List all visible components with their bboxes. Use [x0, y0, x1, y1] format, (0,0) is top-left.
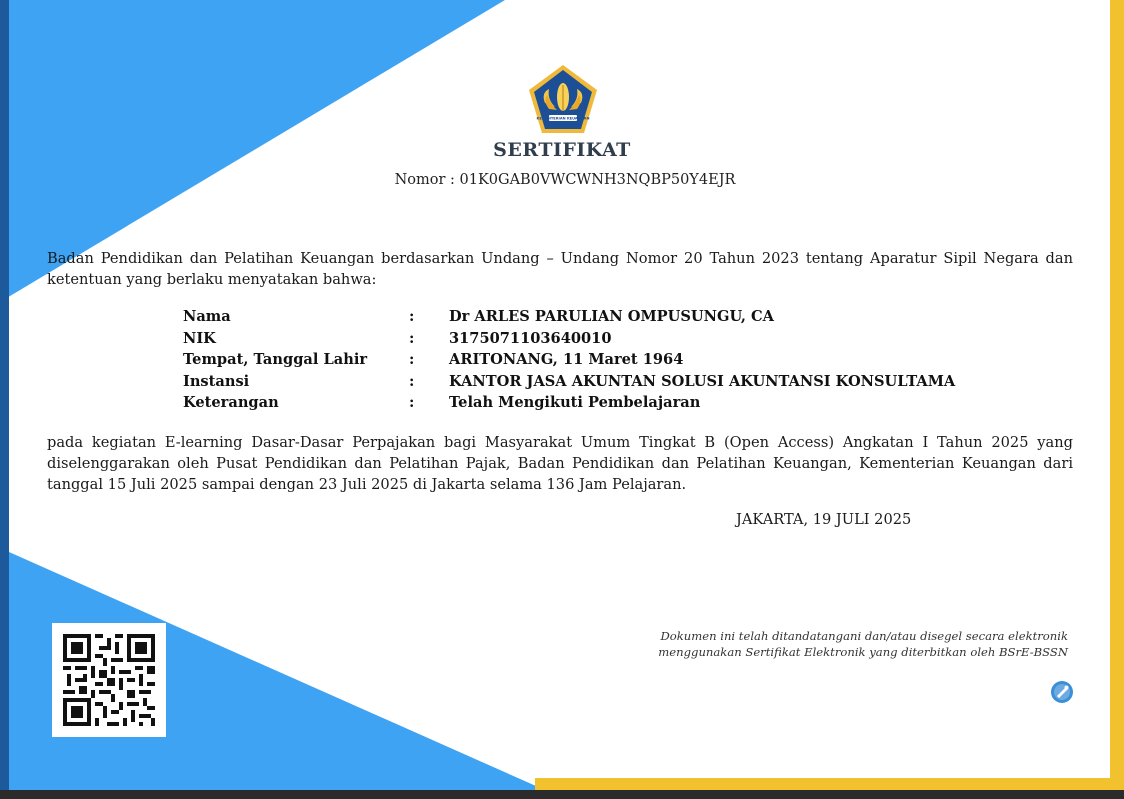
- field-label: Nama: [183, 308, 231, 325]
- kemenkeu-emblem-icon: [527, 63, 599, 137]
- svg-text:KEMENTERIAN KEUANGAN: KEMENTERIAN KEUANGAN: [536, 116, 590, 121]
- certificate-title: SERTIFIKAT: [493, 139, 631, 161]
- qr-code-icon: [63, 634, 155, 726]
- field-value: 3175071103640010: [449, 329, 612, 347]
- body-paragraph: pada kegiatan E-learning Dasar-Dasar Perpajakan bagi Masyarakat Umum Tingkat B (Open Access) Angkatan I Tahun 2025 yang diselenggarakan oleh Pusat Pendidikan dan Pelatihan Pajak, Badan Pendidikan dan Pelatihan Keuangan, Kementerian Keuangan dari tanggal 15 Juli 2025 sampai dengan 23 Juli 2025 di Jakarta selama 136 Jam Pelajaran.: [47, 434, 1073, 493]
- field-label: NIK: [183, 329, 216, 347]
- field-row: [183, 349, 955, 371]
- field-value: KANTOR JASA AKUNTAN SOLUSI AKUNTANSI KONSULTAMA: [449, 372, 956, 390]
- bsre-seal-icon: [1050, 680, 1074, 704]
- field-separator: :: [409, 351, 415, 368]
- field-label: Tempat, Tanggal Lahir: [183, 351, 368, 368]
- certificate-number: Nomor : 01K0GAB0VWCWNH3NQBP50Y4EJR: [394, 172, 736, 188]
- field-separator: :: [409, 308, 415, 325]
- field-label: Keterangan: [183, 394, 279, 411]
- esign-line-2: menggunakan Sertifikat Elektronik yang diterbitkan oleh BSrE-BSSN: [658, 645, 1068, 659]
- field-value: ARITONANG, 11 Maret 1964: [449, 351, 684, 368]
- qr-code[interactable]: [52, 623, 166, 737]
- field-row: [183, 392, 955, 414]
- field-value: Dr ARLES PARULIAN OMPUSUNGU, CA: [449, 308, 774, 325]
- field-value: Telah Mengikuti Pembelajaran: [449, 394, 701, 411]
- esign-line-1: Dokumen ini telah ditandatangani dan/atau disegel secara elektronik: [660, 629, 1068, 643]
- field-separator: :: [409, 372, 415, 390]
- electronic-signature-note: [560, 628, 1068, 660]
- recipient-details: [183, 306, 955, 414]
- viewer-bottom-edge: [0, 790, 1124, 799]
- place-date: JAKARTA, 19 JULI 2025: [736, 511, 912, 528]
- field-label: Instansi: [183, 372, 250, 390]
- field-separator: :: [409, 394, 415, 411]
- intro-paragraph: Badan Pendidikan dan Pelatihan Keuangan berdasarkan Undang – Undang Nomor 20 Tahun 2023 tentang Aparatur Sipil Negara dan ketentuan yang berlaku menyatakan bahwa:: [47, 250, 1073, 288]
- field-row: [183, 328, 955, 350]
- field-row: [183, 371, 955, 393]
- field-separator: :: [409, 329, 415, 347]
- field-row: [183, 306, 955, 328]
